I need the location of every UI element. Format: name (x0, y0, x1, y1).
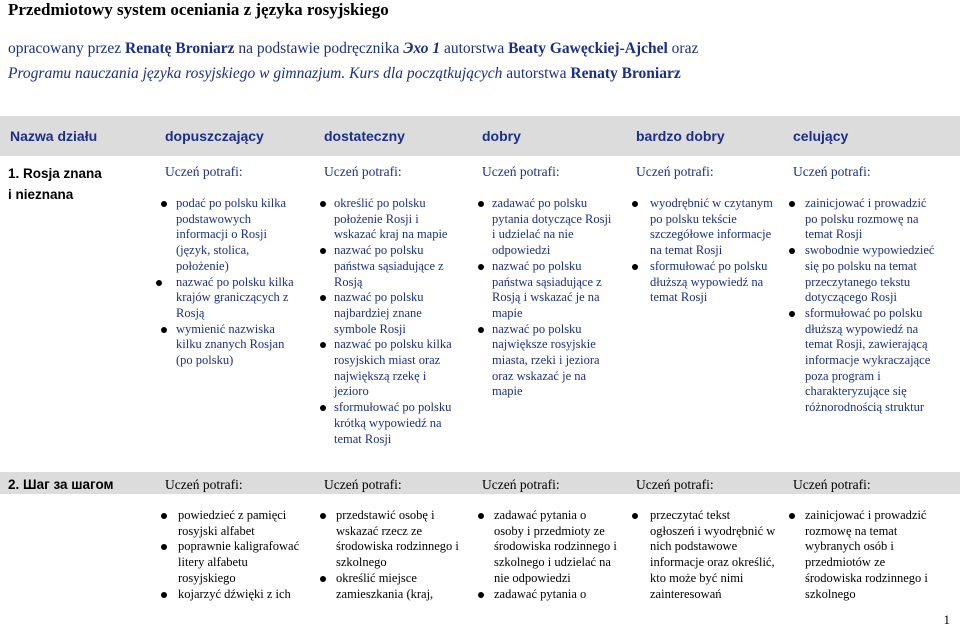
page-number: 1 (943, 612, 950, 627)
uczen-label: Uczeń potrafi: (324, 477, 402, 492)
program-title: Programu nauczania języka rosyjskiego w gimnazjum. Kurs dla początkujących (8, 65, 503, 82)
s2-col1: powiedzieć z pamięci rosyjski alfabet poprawnie kaligrafować litery alfabetu rosyjskiego kojarzyć dźwięki z ich (156, 508, 306, 602)
uczen-label: Uczeń potrafi: (165, 164, 243, 179)
s1-col1: podać po polsku kilka podstawowych informacji o Rosji (język, stolica, położenie) nazwać po polsku kilka krajów graniczących z Rosją wymienić nazwiska kilku znanych Rosjan (po polsku) (156, 196, 306, 369)
header-grade-2: dopuszczający (165, 128, 264, 144)
uczen-label: Uczeń potrafi: (793, 164, 871, 179)
uczen-label: Uczeń potrafi: (324, 164, 402, 179)
header-grade-6: celujący (793, 128, 849, 144)
page-title: Przedmiotowy system oceniania z języka rosyjskiego (8, 0, 389, 19)
s2-col2: przedstawić osobę i wskazać rzecz ze środowiska rodzinnego i szkolnego określić miejsce zamieszkania (kraj, (314, 508, 464, 602)
uczen-label: Uczeń potrafi: (482, 477, 560, 492)
header-grade-5: bardzo dobry (636, 128, 725, 144)
s2-col5: zainicjować i prowadzić rozmowę na temat wybranych osób i przedmiotów ze środowiska rodzinnego i szkolnego (783, 508, 943, 602)
uczen-label: Uczeń potrafi: (636, 477, 714, 492)
uczen-label: Uczeń potrafi: (793, 477, 871, 492)
uczen-label: Uczeń potrafi: (482, 164, 560, 179)
co-author-name: Beaty Gawęckiej-Ajchel (508, 40, 668, 57)
textbook-title: Эхо 1 (403, 40, 441, 57)
s1-col2: określić po polsku położenie Rosji i wskazać kraj na mapie nazwać po polsku państwa sąsiadujące z Rosją nazwać po polsku najbardziej znane symbole Rosji nazwać po polsku kilka rosyjskich miast oraz największą rzekę i jezioro sformułować po polsku krótką wypowiedź na temat Rosji (314, 196, 464, 447)
unit-name-1: 1. Rosja znana i nieznana (8, 166, 102, 202)
uczen-label: Uczeń potrafi: (165, 477, 243, 492)
s2-col3: zadawać pytania o osoby i przedmioty ze środowiska rodzinnego i szkolnego i udzielać na nie odpowiedzi zadawać pytania o (472, 508, 622, 602)
uczen-label: Uczeń potrafi: (636, 164, 714, 179)
header-grade-3: dostateczny (324, 128, 405, 144)
intro-paragraph: opracowany przez Renatę Broniarz na podstawie podręcznika Эхо 1 autorstwa Beaty Gawęckiej-Ajchel oraz Programu nauczania języka rosyjskiego w gimnazjum. Kurs dla początkujących autorstwa Renaty Broniarz (8, 40, 699, 82)
s1-col5: zainicjować i prowadzić po polsku rozmowę na temat Rosji swobodnie wypowiedzieć się po polsku na temat przeczytanego tekstu dotyczącego Rosji sformułować po polsku dłuższą wypowiedź na temat Rosji, zawierającą informacje wykraczające poza program i charakteryzujące się różnorodnością struktur (783, 196, 943, 416)
s2-col4: przeczytać tekst ogłoszeń i wyodrębnić w nich podstawowe informacje oraz określić, kto może być nimi zainteresowań (626, 508, 776, 602)
unit-name-2: 2. Шаг за шагом (8, 477, 114, 492)
s1-col3: zadawać po polsku pytania dotyczące Rosji i udzielać na nie odpowiedzi nazwać po polsku państwa sąsiadujące z Rosją i wskazać je na mapie nazwać po polsku największe rosyjskie miasta, rzeki i jeziora oraz wskazać je na mapie (472, 196, 622, 400)
header-unit: Nazwa działu (10, 128, 98, 144)
author-name: Renatę Broniarz (125, 40, 235, 57)
s1-col4: wyodrębnić w czytanym po polsku tekście szczegółowe informacje na temat Rosji sformułować po polsku dłuższą wypowiedź na temat Rosji (626, 196, 776, 306)
header-grade-4: dobry (482, 128, 521, 144)
